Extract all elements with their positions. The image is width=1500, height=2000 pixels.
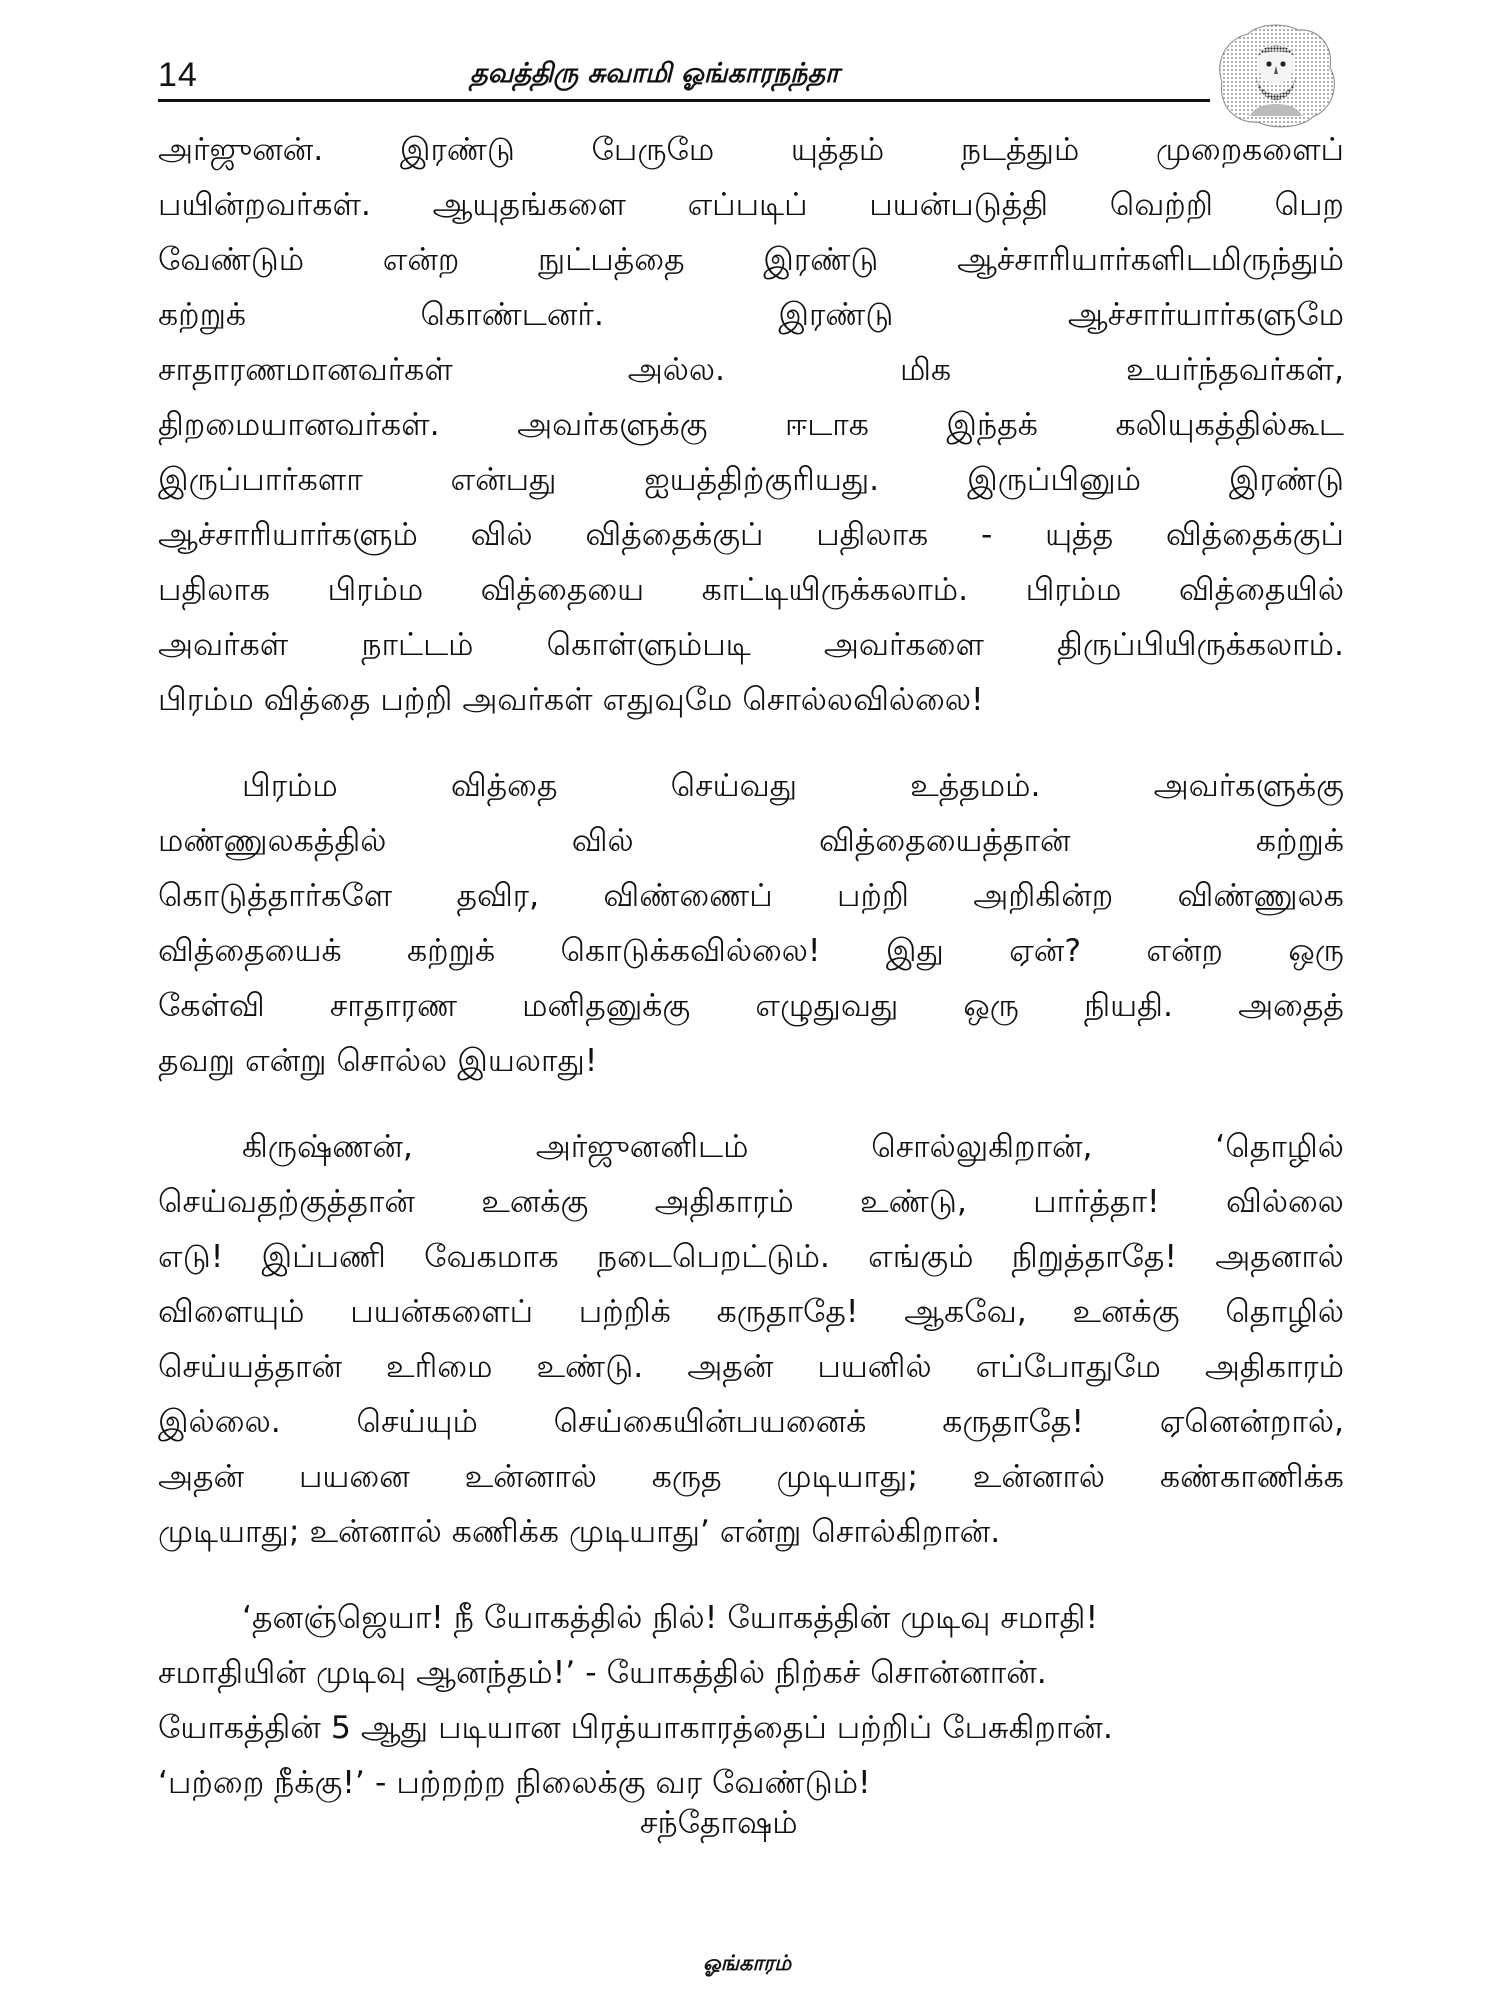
word: உன்னால் (972, 1459, 1106, 1495)
text-line (158, 178, 1344, 233)
word: கண்காணிக்க (1159, 1459, 1344, 1495)
text-line (158, 398, 1344, 453)
word: செய்வது (670, 768, 798, 804)
closing-word: சந்தோஷம் (640, 1805, 798, 1841)
word: பிரம்ம (327, 572, 424, 608)
word: சாதாரண (329, 988, 458, 1024)
body-text (158, 123, 1344, 1811)
word: வேண்டும் (158, 242, 305, 278)
word: எப்போதுமே (975, 1349, 1161, 1385)
text-line (158, 979, 1344, 1034)
text-line: ‘பற்றை நீக்கு!’ - பற்றற்ற நிலைக்கு வர வேண்டும்! (158, 1765, 871, 1801)
text-line: யோகத்தின் 5 ஆது படியான பிரத்யாகாரத்தைப் பற்றிப் பேசுகிறான். (158, 1710, 1113, 1746)
word: வித்தை (450, 768, 558, 804)
word: வில் (470, 517, 533, 553)
word: என்ற (382, 242, 460, 278)
text-line (158, 508, 1344, 563)
text-line (158, 123, 1344, 178)
word: நடைபெறட்டும். (596, 1239, 830, 1275)
word: விண்ணைப் (603, 878, 773, 914)
word: அல்ல. (627, 352, 726, 388)
word: தவிர, (456, 878, 540, 914)
word: அதன் (158, 1459, 245, 1495)
word: வேகமாக (424, 1239, 559, 1275)
word: செய்வதற்குத்தான் (158, 1184, 415, 1220)
text-line (158, 1230, 1344, 1285)
word: கருதாதே! (716, 1294, 859, 1330)
word: பிரம்ம (1025, 572, 1122, 608)
word: கலியுகத்தில்கூட (1115, 407, 1344, 443)
word: கொள்ளும்படி (546, 627, 751, 663)
word: பயனில் (817, 1349, 932, 1385)
word: மண்ணுலகத்தில் (158, 823, 387, 859)
word: யுத்தம் (790, 132, 885, 168)
word: அறிகின்ற (973, 878, 1114, 914)
word: கேள்வி (158, 988, 265, 1024)
footer-text: ஓங்காரம் (703, 1951, 792, 1975)
word: கற்றுக் (407, 933, 496, 969)
text-line (158, 1120, 1344, 1175)
paragraph-2 (158, 759, 1344, 1089)
word: வித்தைக்குப் (1165, 517, 1344, 553)
word: யுத்த (1045, 517, 1114, 553)
word: ஆச்சாரியார்களிடமிருந்தும் (957, 242, 1344, 278)
word: அர்ஜுனனிடம் (535, 1129, 749, 1165)
word: உனக்கு (481, 1184, 589, 1220)
text-line (158, 759, 1344, 814)
word: பற்றி (837, 878, 909, 914)
word: முறைகளைப் (1155, 132, 1344, 168)
word: ஈடாக (785, 407, 869, 443)
word: தொழில் (1225, 1294, 1344, 1330)
word: என்பது (450, 462, 557, 498)
word: இரண்டு (763, 242, 879, 278)
word: ஒரு (1288, 933, 1344, 969)
text-line (158, 1285, 1344, 1340)
text-line (158, 233, 1344, 288)
word: வில் (571, 823, 634, 859)
text-line (158, 343, 1344, 398)
word: கற்றுக் (158, 297, 247, 333)
word: பேருமே (591, 132, 715, 168)
word: வித்தையைக் (158, 933, 342, 969)
word: மனிதனுக்கு (522, 988, 691, 1024)
running-title: தவத்திரு சுவாமி ஓங்காரநந்தா (470, 58, 840, 89)
word: வில்லை (1225, 1184, 1344, 1220)
text-line: தவறு என்று சொல்ல இயலாது! (158, 1043, 598, 1079)
word: வித்தைக்குப் (585, 517, 764, 553)
word: எப்படிப் (687, 187, 808, 223)
header-rule (158, 99, 1210, 102)
word: ஏனென்றால், (1159, 1404, 1344, 1440)
word: உத்தமம். (910, 768, 1041, 804)
word: வித்தையில் (1178, 572, 1344, 608)
word: ஒரு (963, 988, 1019, 1024)
word: மிக (899, 352, 952, 388)
word: நடத்தும் (960, 132, 1080, 168)
word: அவர்களுக்கு (1153, 768, 1344, 804)
text-line: முடியாது; உன்னால் கணிக்க முடியாது’ என்று சொல்கிறான். (158, 1514, 1001, 1550)
word: பயனை (298, 1459, 410, 1495)
text-line (158, 1340, 1344, 1395)
word: கற்றுக் (1255, 823, 1344, 859)
text-line (158, 1175, 1344, 1230)
word: என்ற (1146, 933, 1223, 969)
word: வித்தையைத்தான் (819, 823, 1071, 859)
text-line (158, 618, 1344, 673)
word: அவர்கள் (158, 627, 289, 663)
word: உண்டு, (860, 1184, 967, 1220)
text-line (158, 814, 1344, 869)
word: கொடுக்கவில்லை! (560, 933, 821, 969)
word: செய்யும் (356, 1404, 478, 1440)
word: திருப்பியிருக்கலாம். (1057, 627, 1344, 663)
text-line (158, 563, 1344, 618)
word: செய்யத்தான் (158, 1349, 343, 1385)
word: காட்டியிருக்கலாம். (701, 572, 969, 608)
word: சாதாரணமானவர்கள் (158, 352, 453, 388)
word: இது (885, 933, 944, 969)
word: ஏன்? (1009, 933, 1082, 969)
word: இரண்டு (778, 297, 894, 333)
word: உரிமை (386, 1349, 493, 1385)
word: - (980, 517, 993, 553)
text-line (158, 1395, 1344, 1450)
word: வெற்றி (1109, 187, 1213, 223)
word: இரண்டு (1228, 462, 1344, 498)
word: விளையும் (158, 1294, 305, 1330)
word: பதிலாக (158, 572, 271, 608)
word: பதிலாக (816, 517, 929, 553)
word: வித்தையை (480, 572, 645, 608)
word: நிறுத்தாதே! (1011, 1239, 1178, 1275)
text-line (158, 924, 1344, 979)
word: இந்தக் (946, 407, 1038, 443)
word: பயின்றவர்கள். (158, 187, 371, 223)
word: ‘தொழில் (1215, 1129, 1344, 1165)
word: எங்கும் (868, 1239, 974, 1275)
word: அவர்களுக்கு (517, 407, 708, 443)
word: எழுதுவது (755, 988, 899, 1024)
word: பயன்படுத்தி (869, 187, 1049, 223)
word: அதைத் (1238, 988, 1344, 1024)
word: முடியாது; (776, 1459, 918, 1495)
paragraph-3 (158, 1120, 1344, 1560)
word: பார்த்தா! (1033, 1184, 1160, 1220)
text-line: ‘தனஞ்ஜெயா! நீ யோகத்தில் நில்! யோகத்தின் முடிவு சமாதி! (242, 1600, 1099, 1636)
text-line: சமாதியின் முடிவு ஆனந்தம்!’ - யோகத்தில் நிற்கச் சொன்னான். (158, 1655, 1047, 1691)
word: உண்டு. (536, 1349, 644, 1385)
text-line (158, 1450, 1344, 1505)
word: நாட்டம் (361, 627, 474, 663)
word: இப்பணி (261, 1239, 386, 1275)
word: கிருஷ்ணன், (242, 1129, 413, 1165)
text-line (158, 869, 1344, 924)
paragraph-4 (158, 1591, 1344, 1811)
word: ஆயுதங்களை (432, 187, 626, 223)
word: கொண்டனர். (420, 297, 604, 333)
paragraph-1 (158, 123, 1344, 728)
word: கருதாதே! (942, 1404, 1085, 1440)
swami-portrait-icon (1210, 20, 1340, 132)
word: ஆச்சார்யார்களுமே (1067, 297, 1344, 333)
word: அதன் (687, 1349, 774, 1385)
word: இரண்டு (399, 132, 515, 168)
word: நுட்பத்தை (538, 242, 685, 278)
word: இல்லை. (158, 1404, 281, 1440)
word: அதிகாரம் (1204, 1349, 1344, 1385)
word: பயன்களைப் (350, 1294, 534, 1330)
text-line: பிரம்ம வித்தை பற்றி அவர்கள் எதுவுமே சொல்லவில்லை! (158, 682, 984, 718)
word: ஆச்சாரியார்களும் (158, 517, 418, 553)
word: அதனால் (1215, 1239, 1344, 1275)
word: உனக்கு (1072, 1294, 1180, 1330)
text-line (158, 453, 1344, 508)
page-number: 14 (158, 56, 198, 94)
word: உன்னால் (464, 1459, 597, 1495)
word: உயர்ந்தவர்கள், (1126, 352, 1344, 388)
word: எடு! (158, 1239, 224, 1275)
word: அவர்களை (823, 627, 984, 663)
word: திறமையானவர்கள். (158, 407, 440, 443)
word: அதிகாரம் (654, 1184, 794, 1220)
word: பற்றிக் (578, 1294, 671, 1330)
word: ஐயத்திற்குரியது. (644, 462, 880, 498)
word: அர்ஜுனன். (158, 132, 324, 168)
word: செய்கையின்பயனைக் (553, 1404, 867, 1440)
word: ஆகவே, (904, 1294, 1027, 1330)
word: பிரம்ம (242, 768, 338, 804)
text-line (158, 288, 1344, 343)
word: நியதி. (1084, 988, 1173, 1024)
word: பெற (1274, 187, 1344, 223)
word: கருத (651, 1459, 722, 1495)
word: சொல்லுகிறான், (871, 1129, 1093, 1165)
word: விண்ணுலக (1177, 878, 1344, 914)
word: இருப்பார்களா (158, 462, 363, 498)
word: கொடுத்தார்களே (158, 878, 393, 914)
word: இருப்பினும் (967, 462, 1141, 498)
